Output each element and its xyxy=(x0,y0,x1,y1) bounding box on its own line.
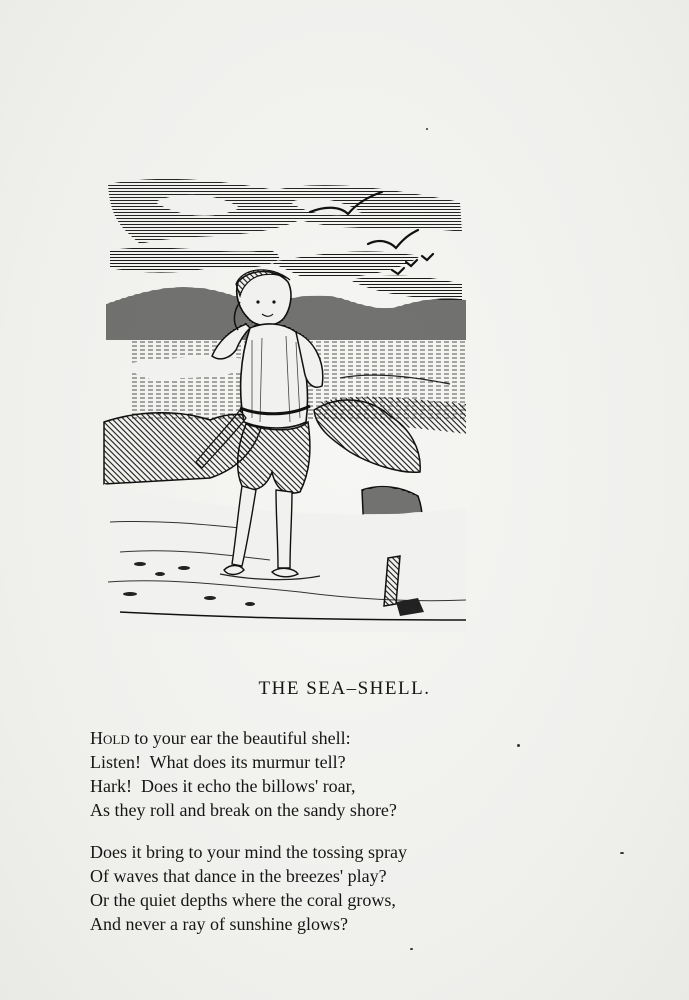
dropcap-word: Hold xyxy=(90,728,130,748)
beach-child-engraving xyxy=(100,172,472,632)
paper-speck xyxy=(426,128,428,130)
poem-line: Does it bring to your mind the tossing spray xyxy=(90,842,407,862)
poem-line: And never a ray of sunshine glows? xyxy=(90,914,348,934)
poem-line: Or the quiet depths where the coral grows, xyxy=(90,890,396,910)
paper-speck xyxy=(517,744,520,747)
poem-line: Hark! Does it echo the billows' roar, xyxy=(90,776,356,796)
paper-speck xyxy=(620,852,624,854)
poem-line: Hold to your ear the beautiful shell: xyxy=(90,728,351,748)
poem-line: Listen! What does its murmur tell? xyxy=(90,752,346,772)
poem-title: THE SEA–SHELL. xyxy=(258,678,431,699)
engraving-svg xyxy=(100,172,472,632)
poem-line: Of waves that dance in the breezes' play? xyxy=(90,866,387,886)
poem-stanza-2 xyxy=(90,840,407,936)
poem-stanza-1 xyxy=(90,726,397,822)
paper-speck xyxy=(410,948,413,950)
poem-line: As they roll and break on the sandy shore? xyxy=(90,800,397,820)
